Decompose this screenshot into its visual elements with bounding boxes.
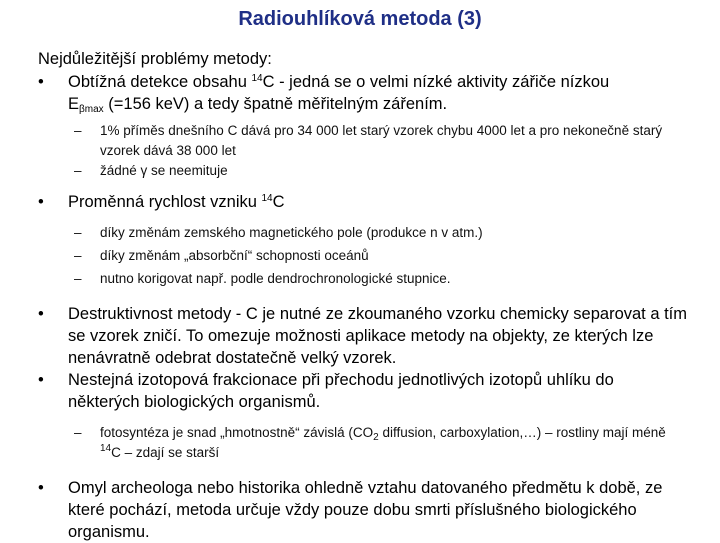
archaeologist-text: Omyl archeologa nebo historika ohledně vztahu datovaného předmětu k době, ze které pochází, metoda určuje vždy pouze dobu smrti příslušného biologického organismu. <box>68 479 663 541</box>
magnetic-text: díky změnám zemského magnetického pole (produkce n v atm.) <box>100 225 483 240</box>
dash-marker: – <box>74 425 82 440</box>
isotope-superscript: 14 <box>261 193 273 204</box>
bullet-marker: • <box>38 193 44 211</box>
photosynthesis-text-3: C – zdají se starší <box>111 445 220 460</box>
production-text: Proměnná rychlost vzniku <box>68 193 262 211</box>
co2-subscript: 2 <box>373 432 379 443</box>
dash-marker: – <box>74 123 82 138</box>
energy-subscript: βmax <box>79 104 104 115</box>
photosynthesis-text-1: fotosyntéza je snad „hmotnostně“ závislá (CO <box>100 425 374 440</box>
bullet-destructive <box>38 303 688 369</box>
bullet-marker: • <box>38 479 44 497</box>
bullet-marker: • <box>38 73 44 91</box>
subbullet-photosynthesis <box>38 423 688 463</box>
intro-label: Nejdůležitější problémy metody <box>38 50 268 68</box>
detection-text-2: C - jedná se o velmi nízké aktivity zářiče nízkou <box>262 73 610 91</box>
subbullet-dendro <box>38 269 688 289</box>
intro-line <box>38 48 688 70</box>
detection-text-3: (=156 keV) a tedy špatně měřitelným zářením. <box>103 95 448 113</box>
carbon-symbol: C <box>272 193 285 211</box>
dash-marker: – <box>74 248 82 263</box>
contamination-text: 1% příměs dnešního C dává pro 34 000 let starý vzorek chybu 4000 let a pro nekonečně starý vzorek dává 38 000 let <box>100 123 663 158</box>
gamma-text: žádné γ se neemituje <box>100 163 228 178</box>
slide-title: Radiouhlíková metoda (3) <box>238 8 482 30</box>
fractionation-text: Nestejná izotopová frakcionace při přechodu jednotlivých izotopů uhlíku do některých biologických organismů. <box>68 371 614 411</box>
photosynthesis-text-2: diffusion, carboxylation,…) – rostliny mají méně <box>378 425 666 440</box>
destructive-text: Destruktivnost metody - C je nutné ze zkoumaného vzorku chemicky separovat a tím se vzorek zničí. To omezuje možnosti aplikace metody na objekty, ze kterých lze nenávratně odebrat dostatečně velký vzorek. <box>68 305 688 367</box>
bullet-fractionation <box>38 369 688 413</box>
subbullet-ocean <box>38 246 688 266</box>
bullet-marker: • <box>38 305 44 323</box>
dash-marker: – <box>74 225 82 240</box>
bullet-marker: • <box>38 371 44 389</box>
subbullet-contamination <box>38 121 688 161</box>
bullet-archaeologist <box>38 477 688 543</box>
dash-marker: – <box>74 163 82 178</box>
isotope-superscript: 14 <box>251 73 263 84</box>
ocean-text: díky změnám „absorbční“ schopnosti oceánů <box>100 248 369 263</box>
isotope-superscript: 14 <box>100 443 112 454</box>
energy-symbol: E <box>68 95 80 113</box>
detection-text-1: Obtížná detekce obsahu <box>68 73 252 91</box>
intro-colon: : <box>267 50 272 68</box>
dash-marker: – <box>74 271 82 286</box>
slide-content <box>38 48 688 543</box>
dendro-text: nutno korigovat např. podle dendrochronologické stupnice. <box>100 271 451 286</box>
bullet-detection <box>38 71 688 115</box>
subbullet-magnetic <box>38 223 688 243</box>
subbullet-gamma <box>38 161 688 181</box>
bullet-production-rate <box>38 191 688 213</box>
